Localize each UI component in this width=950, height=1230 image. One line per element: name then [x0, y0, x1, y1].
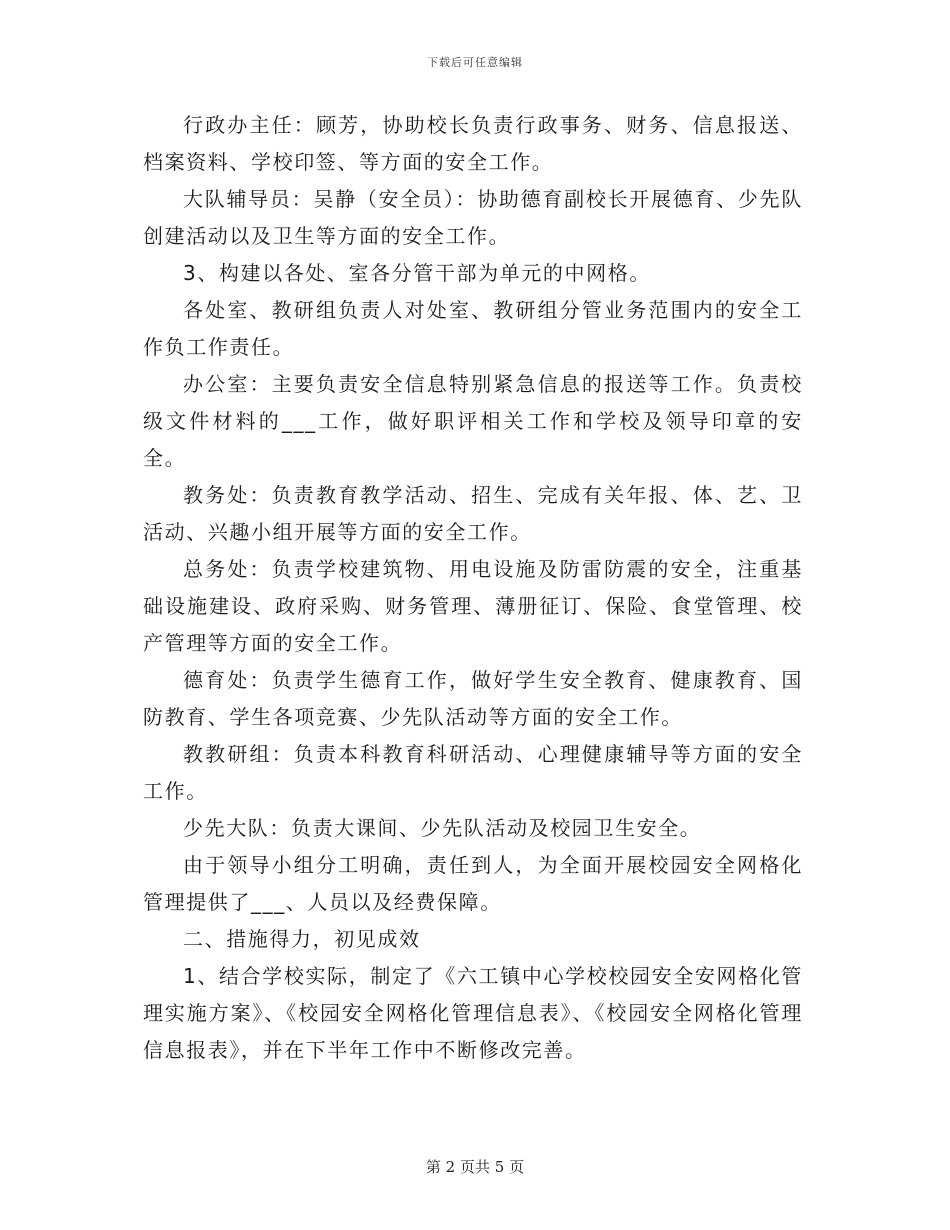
- paragraph: 办公室：主要负责安全信息特别紧急信息的报送等工作。负责校级文件材料的___工作，做好职评相关工作和学校及领导印章的安全。: [143, 372, 803, 470]
- paragraph: 教务处：负责教育教学活动、招生、完成有关年报、体、艺、卫活动、兴趣小组开展等方面的安全工作。: [143, 483, 803, 544]
- paragraph: 各处室、教研组负责人对处室、教研组分管业务范围内的安全工作负工作责任。: [143, 298, 803, 359]
- paragraph: 少先大队：负责大课间、少先队活动及校园卫生安全。: [183, 816, 702, 840]
- paragraph: 3、构建以各处、室各分管干部为单元的中网格。: [183, 261, 651, 285]
- paragraph: 总务处：负责学校建筑物、用电设施及防雷防震的安全，注重基础设施建设、政府采购、财务管理、薄册征订、保险、食堂管理、校产管理等方面的安全工作。: [143, 557, 803, 655]
- document-body: [143, 107, 803, 1069]
- paragraph: 教教研组：负责本科教育科研活动、心理健康辅导等方面的安全工作。: [143, 742, 803, 803]
- section-heading: 二、措施得力，初见成效: [183, 927, 421, 951]
- paragraph: 德育处：负责学生德育工作，做好学生安全教育、健康教育、国防教育、学生各项竞赛、少先队活动等方面的安全工作。: [143, 668, 803, 729]
- page-header: 下载后可任意编辑: [427, 56, 523, 69]
- paragraph: 由于领导小组分工明确，责任到人，为全面开展校园安全网格化管理提供了___、人员以及经费保障。: [143, 853, 803, 914]
- paragraph: 1、结合学校实际，制定了《六工镇中心学校校园安全安网格化管理实施方案》、《校园安全网格化管理信息表》、《校园安全网格化管理信息报表》，并在下半年工作中不断修改完善。: [143, 964, 803, 1062]
- page-footer: 第 2 页共 5 页: [425, 1158, 525, 1176]
- paragraph: 行政办主任：顾芳，协助校长负责行政事务、财务、信息报送、档案资料、学校印签、等方面的安全工作。: [143, 113, 803, 174]
- paragraph: 大队辅导员：吴静（安全员）：协助德育副校长开展德育、少先队创建活动以及卫生等方面的安全工作。: [143, 187, 803, 248]
